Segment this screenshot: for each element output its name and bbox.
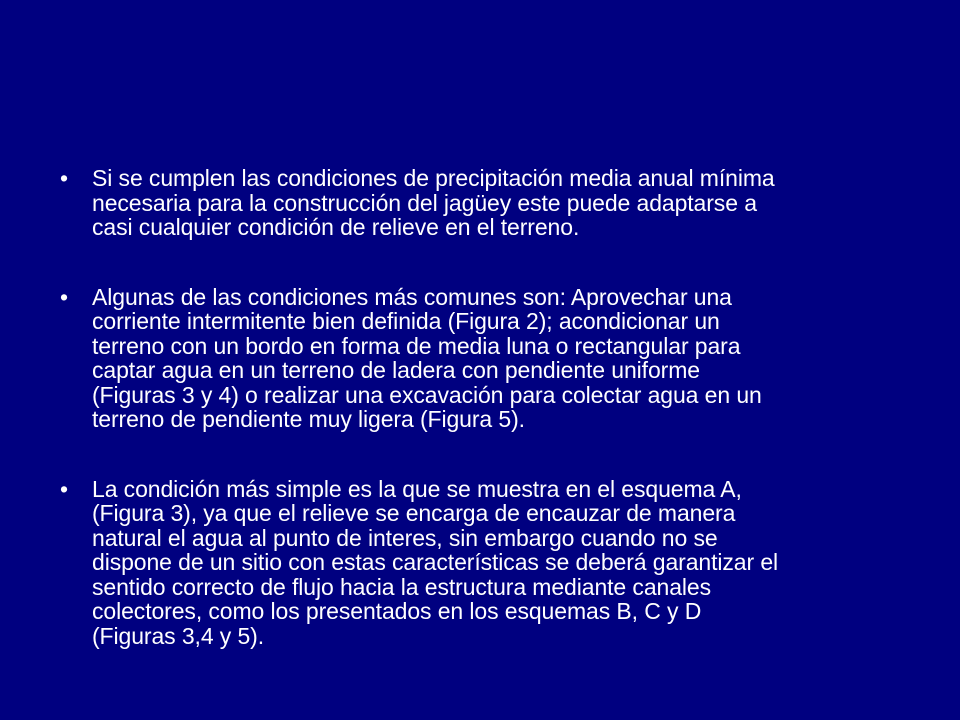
bullet-item-2 — [60, 285, 920, 432]
bullet-icon: • — [60, 283, 68, 310]
bullet-icon: • — [60, 475, 68, 502]
bullet-text-line: Si se cumplen las condiciones de precipitación media anual mínima — [92, 165, 775, 191]
bullet-icon: • — [60, 165, 68, 191]
bullet-text-line: colectores, como los presentados en los esquemas B, C y D — [92, 598, 702, 624]
bullet-item-3 — [60, 477, 920, 649]
bullet-text-line: (Figura 3), ya que el relieve se encarga de encauzar de manera — [92, 500, 736, 526]
bullet-text-line: sentido correcto de flujo hacia la estructura mediante canales — [92, 573, 711, 600]
bullet-text-line: terreno con un bordo en forma de media luna o rectangular para — [92, 332, 741, 359]
bullet-text-line: natural el agua al punto de interes, sin embargo cuando no se — [92, 524, 718, 551]
bullet-text-line: Algunas de las condiciones más comunes son: Aprovechar una — [92, 283, 732, 310]
bullet-text-line: casi cualquier condición de relieve en el terreno. — [92, 214, 580, 240]
bullet-text-line: captar agua en un terreno de ladera con pendiente uniforme — [92, 357, 700, 383]
bullet-text-line: (Figuras 3,4 y 5). — [92, 622, 265, 649]
bullet-list — [60, 166, 920, 648]
bullet-text-line: corriente intermitente bien definida (Figura 2); acondicionar un — [92, 308, 720, 334]
bullet-item-1 — [60, 166, 920, 240]
bullet-text-line: (Figuras 3 y 4) o realizar una excavación para colectar agua en un — [92, 381, 762, 408]
bullet-text-line: La condición más simple es la que se muestra en el esquema A, — [92, 475, 742, 502]
bullet-text-line: necesaria para la construcción del jagüey este puede adaptarse a — [92, 189, 757, 216]
bullet-text-line: dispone de un sitio con estas características se deberá garantizar el — [92, 549, 779, 575]
bullet-text-line: terreno de pendiente muy ligera (Figura 5). — [92, 406, 525, 432]
